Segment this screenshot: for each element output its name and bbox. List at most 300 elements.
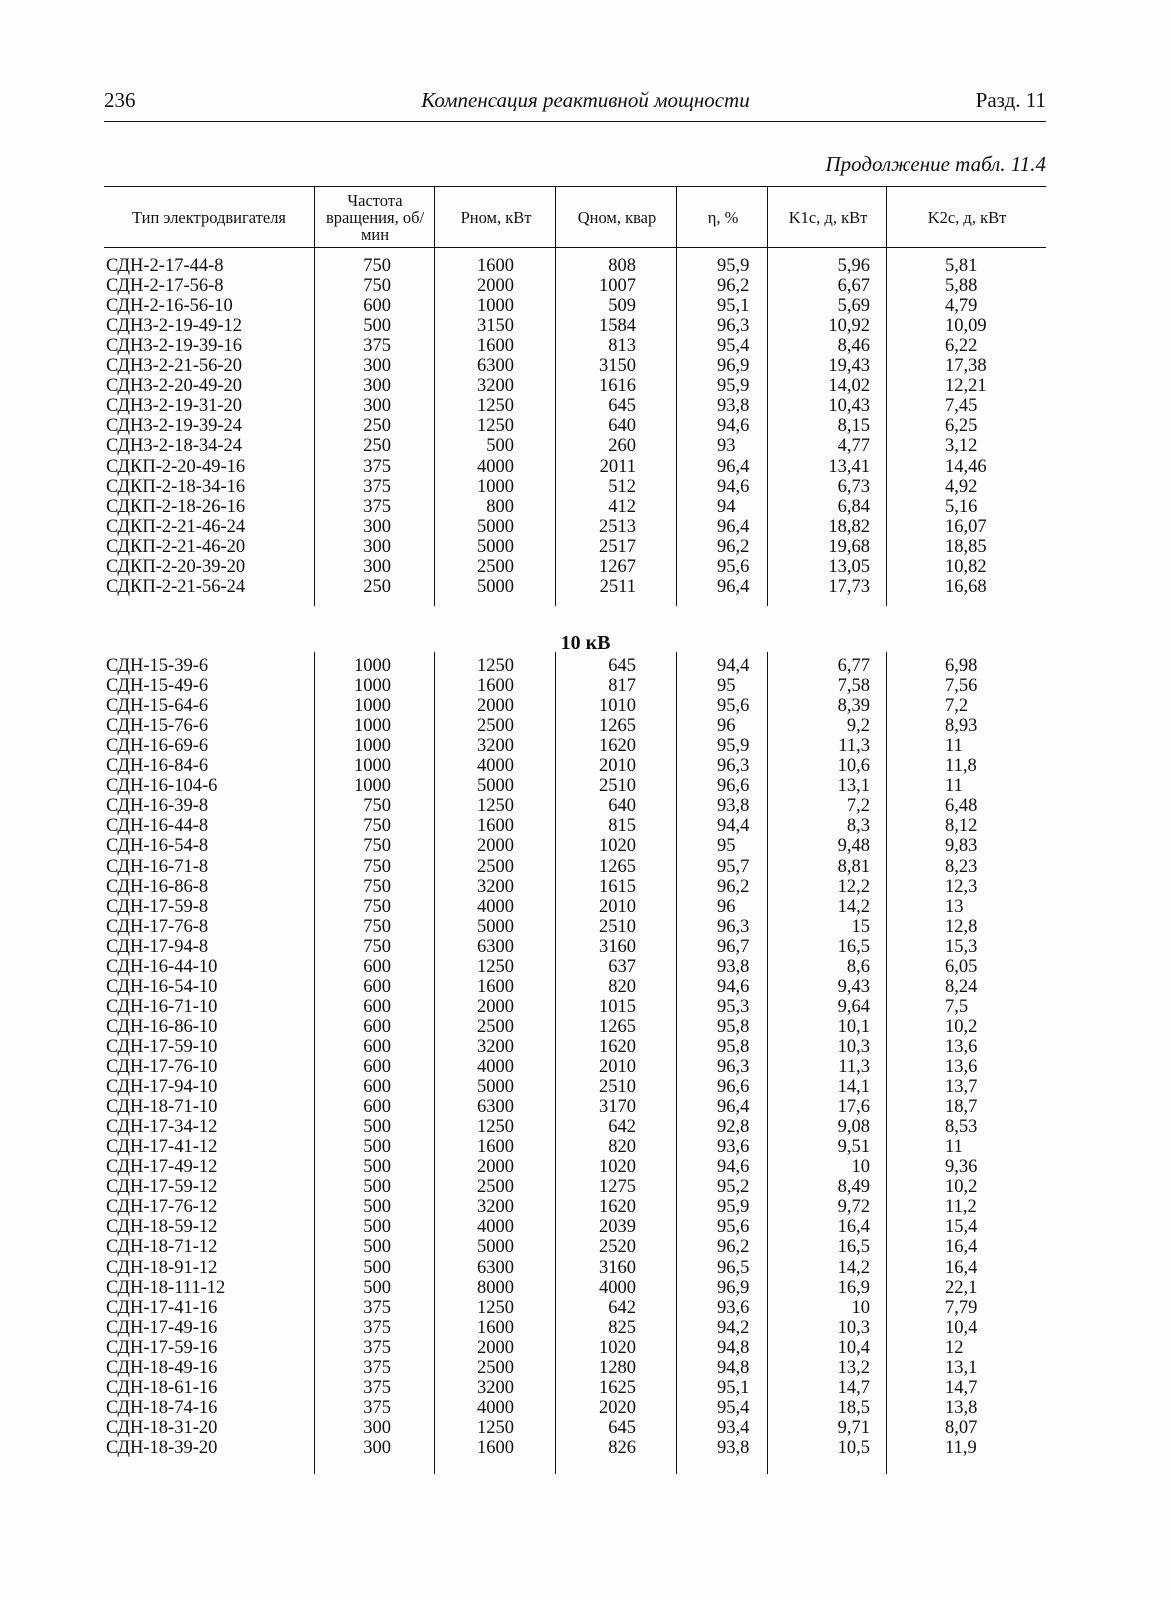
cell-efficiency: 96,4 [717,1097,750,1118]
cell-q-nom: 2520 [599,1237,636,1258]
cell-k1: 10,43 [828,396,870,417]
cell-motor-type: СДН-2-16-56-10 [106,296,233,317]
cell-speed: 250 [363,436,391,457]
cell-k2: 13,8 [945,1397,978,1418]
cell-speed: 300 [363,1437,391,1458]
cell-k1: 7,58 [837,676,870,697]
cell-q-nom: 2510 [599,916,636,937]
cell-q-nom: 1616 [599,376,636,397]
cell-efficiency: 95,9 [717,376,750,397]
col-header-k2-text: K2с, д, кВт [927,208,1007,227]
cell-speed: 600 [363,976,391,997]
col-header-p-nom-text: Pном, кВт [460,208,532,227]
cell-q-nom: 1007 [599,276,636,297]
cell-k1: 9,48 [837,836,870,857]
cell-motor-type: СДН3-2-18-34-24 [106,436,243,457]
cell-speed: 375 [363,1397,391,1418]
cell-speed: 750 [363,916,391,937]
cell-k1: 6,77 [837,656,870,676]
cell-speed: 600 [363,1016,391,1037]
cell-efficiency: 93,6 [717,1297,750,1318]
cell-motor-type: СДН-16-69-6 [106,736,209,757]
table-row [0,937,1171,958]
table-row [0,897,1171,918]
cell-speed: 1000 [354,716,391,737]
table-row [0,557,1171,578]
cell-speed: 750 [363,856,391,877]
cell-k1: 10,6 [837,756,870,777]
cell-motor-type: СДН-18-71-12 [106,1237,218,1258]
cell-efficiency: 94,8 [717,1357,750,1378]
cell-p-nom: 3150 [477,316,514,337]
cell-motor-type: СДН3-2-19-49-12 [106,316,243,337]
cell-k2: 11,2 [945,1197,977,1218]
cell-q-nom: 509 [608,296,636,317]
cell-k1: 14,1 [837,1077,870,1098]
cell-k1: 8,39 [837,696,870,717]
cell-p-nom: 5000 [477,576,514,597]
cell-k2: 14,46 [945,456,987,477]
cell-motor-type: СДН3-2-20-49-20 [106,376,243,397]
col-header-q-nom [557,189,677,246]
table-row [0,1258,1171,1279]
cell-speed: 375 [363,1297,391,1318]
cell-q-nom: 826 [608,1437,636,1458]
cell-q-nom: 1020 [599,1157,636,1178]
cell-k1: 8,3 [846,816,870,837]
cell-p-nom: 1250 [477,1417,514,1438]
cell-q-nom: 3170 [599,1097,636,1118]
cell-k2: 12 [945,1337,964,1358]
cell-efficiency: 94,6 [717,416,750,437]
cell-motor-type: СДКП-2-21-46-20 [106,536,246,557]
cell-motor-type: СДН-17-49-12 [106,1157,218,1178]
cell-motor-type: СДН-18-111-12 [106,1277,226,1298]
cell-k1: 8,81 [837,856,870,877]
cell-motor-type: СДН-17-59-10 [106,1036,218,1057]
cell-k2: 8,24 [945,976,978,997]
cell-efficiency: 94,4 [717,816,750,837]
cell-p-nom: 800 [486,496,514,517]
table-row [0,776,1171,797]
cell-speed: 300 [363,1417,391,1438]
cell-k2: 6,48 [945,796,978,817]
cell-p-nom: 4000 [477,1057,514,1077]
cell-p-nom: 6300 [477,1097,514,1118]
cell-p-nom: 2000 [477,836,514,857]
cell-speed: 300 [363,396,391,417]
cell-k2: 7,2 [945,696,969,717]
cell-k1: 9,51 [837,1137,870,1158]
col-header-k2 [888,189,1046,246]
cell-motor-type: СДН-16-104-6 [106,776,218,797]
table-row [0,877,1171,898]
cell-efficiency: 96,2 [717,1237,750,1258]
table-row [0,497,1171,518]
cell-k2: 8,07 [945,1417,978,1438]
running-title: Компенсация реактивной мощности [421,88,750,112]
cell-k1: 11,3 [838,736,870,757]
cell-speed: 300 [363,516,391,537]
cell-k1: 18,82 [828,516,870,537]
cell-motor-type: СДН-15-39-6 [106,656,209,676]
cell-speed: 250 [363,416,391,437]
cell-q-nom: 2020 [599,1397,636,1418]
cell-q-nom: 642 [608,1297,636,1318]
table-row [0,1197,1171,1218]
cell-q-nom: 2510 [599,776,636,797]
cell-k1: 11,3 [838,1057,870,1077]
cell-efficiency: 96,3 [717,1057,750,1077]
cell-efficiency: 95,6 [717,1217,750,1238]
cell-p-nom: 1000 [477,296,514,317]
col-header-speed: Частота вращения, об/мин [325,191,425,244]
cell-k2: 13,6 [945,1057,978,1077]
cell-k1: 13,1 [837,776,870,797]
header-rule [104,121,1046,122]
cell-k1: 10,4 [837,1337,870,1358]
cell-efficiency: 96,4 [717,516,750,537]
cell-k1: 8,49 [837,1177,870,1198]
cell-p-nom: 2500 [477,556,514,577]
cell-efficiency: 96,3 [717,756,750,777]
cell-efficiency: 95 [717,836,736,857]
cell-p-nom: 1250 [477,1297,514,1318]
cell-k1: 9,08 [837,1117,870,1138]
cell-k2: 3,12 [945,436,978,457]
cell-efficiency: 94,8 [717,1337,750,1358]
cell-q-nom: 1015 [599,996,636,1017]
cell-k2: 6,05 [945,956,978,977]
cell-q-nom: 1584 [599,316,636,337]
cell-motor-type: СДН-16-71-10 [106,996,218,1017]
cell-k1: 14,2 [837,896,870,917]
cell-speed: 500 [363,1217,391,1238]
cell-q-nom: 412 [608,496,636,517]
cell-efficiency: 95,2 [717,1177,750,1198]
cell-speed: 750 [363,896,391,917]
cell-k1: 13,2 [837,1357,870,1378]
cell-k2: 13,1 [945,1357,978,1378]
table-row [0,917,1171,938]
table-row [0,436,1171,457]
cell-k1: 6,73 [837,476,870,497]
cell-motor-type: СДН-16-39-8 [106,796,209,817]
cell-efficiency: 96,6 [717,1077,750,1098]
cell-q-nom: 2511 [599,576,636,597]
cell-efficiency: 96,3 [717,916,750,937]
cell-efficiency: 93,8 [717,396,750,417]
cell-k2: 16,68 [945,576,987,597]
cell-p-nom: 4000 [477,456,514,477]
cell-efficiency: 95,9 [717,1197,750,1218]
cell-k2: 16,4 [945,1237,978,1258]
cell-p-nom: 2000 [477,276,514,297]
cell-efficiency: 93,6 [717,1137,750,1158]
cell-q-nom: 645 [608,396,636,417]
cell-k1: 16,4 [837,1217,870,1238]
table-row [0,1157,1171,1178]
cell-k2: 8,23 [945,856,978,877]
cell-p-nom: 2000 [477,696,514,717]
cell-q-nom: 1625 [599,1377,636,1398]
cell-motor-type: СДН-17-59-16 [106,1337,218,1358]
table-row [0,1057,1171,1078]
table-row [0,1117,1171,1138]
cell-efficiency: 95,4 [717,1397,750,1418]
table-row [0,276,1171,297]
cell-p-nom: 3200 [477,876,514,897]
cell-motor-type: СДН-17-94-8 [106,936,209,957]
table-row [0,1177,1171,1198]
cell-efficiency: 95,9 [717,256,750,276]
cell-motor-type: СДН-18-31-20 [106,1417,218,1438]
cell-k1: 17,73 [828,576,870,597]
cell-speed: 500 [363,1117,391,1138]
cell-k2: 15,4 [945,1217,978,1238]
cell-motor-type: СДН3-2-19-31-20 [106,396,243,417]
cell-q-nom: 2010 [599,1057,636,1077]
cell-q-nom: 813 [608,336,636,357]
table-row [0,356,1171,377]
cell-k2: 4,79 [945,296,978,317]
cell-k2: 11 [945,776,963,797]
cell-p-nom: 1600 [477,976,514,997]
cell-speed: 300 [363,356,391,377]
table-row [0,1398,1171,1419]
cell-motor-type: СДН-17-41-12 [106,1137,218,1158]
cell-motor-type: СДКП-2-20-49-16 [106,456,246,477]
cell-efficiency: 95,9 [717,736,750,757]
cell-motor-type: СДН-17-49-16 [106,1317,218,1338]
cell-motor-type: СДН-18-49-16 [106,1357,218,1378]
cell-efficiency: 93,8 [717,1437,750,1458]
cell-q-nom: 512 [608,476,636,497]
cell-p-nom: 500 [486,436,514,457]
cell-k2: 9,36 [945,1157,978,1178]
cell-k1: 13,41 [828,456,870,477]
cell-q-nom: 637 [608,956,636,977]
cell-motor-type: СДН-18-91-12 [106,1257,218,1278]
table-row [0,1037,1171,1058]
cell-efficiency: 94,6 [717,1157,750,1178]
col-header-type: Тип электродвигателя [131,208,287,227]
cell-q-nom: 1275 [599,1177,636,1198]
cell-p-nom: 1600 [477,256,514,276]
table-row [0,816,1171,837]
cell-p-nom: 2500 [477,1177,514,1198]
cell-speed: 300 [363,376,391,397]
cell-p-nom: 1250 [477,796,514,817]
cell-k1: 16,5 [837,936,870,957]
cell-k1: 19,43 [828,356,870,377]
cell-p-nom: 6300 [477,1257,514,1278]
cell-q-nom: 640 [608,796,636,817]
cell-k1: 10,1 [837,1016,870,1037]
cell-speed: 250 [363,576,391,597]
cell-speed: 500 [363,1277,391,1298]
cell-k1: 10 [851,1297,870,1318]
cell-motor-type: СДН-18-59-12 [106,1217,218,1238]
cell-q-nom: 2039 [599,1217,636,1238]
cell-efficiency: 94,2 [717,1317,750,1338]
cell-q-nom: 1280 [599,1357,636,1378]
table-row [0,796,1171,817]
cell-speed: 750 [363,876,391,897]
cell-q-nom: 645 [608,656,636,676]
cell-p-nom: 1000 [477,476,514,497]
cell-efficiency: 93,8 [717,796,750,817]
cell-k2: 12,21 [945,376,987,397]
cell-k1: 10,5 [837,1437,870,1458]
cell-q-nom: 2510 [599,1077,636,1098]
cell-p-nom: 4000 [477,1217,514,1238]
cell-k1: 6,67 [837,276,870,297]
cell-p-nom: 6300 [477,936,514,957]
cell-p-nom: 5000 [477,1077,514,1098]
cell-q-nom: 2517 [599,536,636,557]
table-row [0,957,1171,978]
table-row [0,1217,1171,1238]
table-row [0,1318,1171,1339]
cell-motor-type: СДН-16-54-8 [106,836,209,857]
cell-k2: 12,3 [945,876,978,897]
cell-p-nom: 1600 [477,1137,514,1158]
table-row [0,477,1171,498]
cell-k1: 8,46 [837,336,870,357]
cell-motor-type: СДН-16-44-10 [106,956,218,977]
cell-k1: 5,96 [837,256,870,276]
cell-p-nom: 1600 [477,336,514,357]
cell-motor-type: СДН3-2-21-56-20 [106,356,243,377]
cell-p-nom: 1250 [477,956,514,977]
cell-motor-type: СДН3-2-19-39-16 [106,336,243,357]
cell-efficiency: 95,6 [717,696,750,717]
cell-k2: 5,88 [945,276,978,297]
cell-speed: 300 [363,556,391,577]
cell-k1: 12,2 [837,876,870,897]
cell-q-nom: 2513 [599,516,636,537]
cell-speed: 600 [363,296,391,317]
cell-p-nom: 1250 [477,416,514,437]
cell-q-nom: 1267 [599,556,636,577]
cell-q-nom: 3160 [599,936,636,957]
cell-motor-type: СДН-2-17-56-8 [106,276,224,297]
cell-k2: 11,8 [945,756,977,777]
cell-p-nom: 3200 [477,1036,514,1057]
cell-k1: 18,5 [837,1397,870,1418]
cell-k1: 14,02 [828,376,870,397]
cell-k2: 8,53 [945,1117,978,1138]
cell-speed: 375 [363,1377,391,1398]
cell-p-nom: 4000 [477,756,514,777]
cell-efficiency: 96,6 [717,776,750,797]
table-row [0,696,1171,717]
table-row [0,416,1171,437]
table-header-rule [104,247,1046,248]
cell-efficiency: 93,8 [717,956,750,977]
col-header-k1-text: K1с, д, кВт [788,208,868,227]
cell-speed: 750 [363,276,391,297]
cell-p-nom: 5000 [477,916,514,937]
cell-k1: 9,2 [846,716,870,737]
cell-p-nom: 1600 [477,816,514,837]
cell-k2: 4,92 [945,476,978,497]
cell-k1: 5,69 [837,296,870,317]
cell-k1: 6,84 [837,496,870,517]
cell-k1: 15 [851,916,870,937]
cell-speed: 375 [363,456,391,477]
cell-speed: 375 [363,1337,391,1358]
cell-k2: 9,83 [945,836,978,857]
cell-speed: 500 [363,316,391,337]
cell-speed: 300 [363,536,391,557]
table-row [0,656,1171,677]
cell-speed: 750 [363,836,391,857]
cell-speed: 375 [363,1357,391,1378]
cell-q-nom: 1620 [599,1036,636,1057]
table-row [0,517,1171,538]
cell-k2: 13 [945,896,964,917]
table-row [0,836,1171,857]
cell-motor-type: СДН-17-34-12 [106,1117,218,1138]
cell-motor-type: СДН-16-86-10 [106,1016,218,1037]
cell-speed: 750 [363,256,391,276]
cell-q-nom: 1010 [599,696,636,717]
table-row [0,676,1171,697]
cell-speed: 1000 [354,696,391,717]
cell-k2: 7,56 [945,676,978,697]
cell-efficiency: 93,4 [717,1417,750,1438]
cell-q-nom: 808 [608,256,636,276]
cell-efficiency: 96,3 [717,316,750,337]
cell-p-nom: 3200 [477,1197,514,1218]
cell-q-nom: 820 [608,1137,636,1158]
cell-k1: 10,3 [837,1036,870,1057]
cell-k2: 10,4 [945,1317,978,1338]
cell-motor-type: СДН-16-44-8 [106,816,209,837]
cell-k2: 13,6 [945,1036,978,1057]
cell-p-nom: 5000 [477,516,514,537]
cell-k2: 16,07 [945,516,987,537]
cell-p-nom: 2000 [477,996,514,1017]
cell-efficiency: 94,6 [717,476,750,497]
cell-motor-type: СДН-18-71-10 [106,1097,218,1118]
cell-speed: 1000 [354,756,391,777]
cell-motor-type: СДН-18-39-20 [106,1437,218,1458]
cell-k2: 6,98 [945,656,978,676]
cell-efficiency: 95,6 [717,556,750,577]
table-row [0,376,1171,397]
cell-p-nom: 8000 [477,1277,514,1298]
table-row [0,977,1171,998]
table-row [0,736,1171,757]
cell-k1: 9,71 [837,1417,870,1438]
table-top-rule [104,186,1046,187]
cell-motor-type: СДН-16-71-8 [106,856,209,877]
cell-p-nom: 1600 [477,1317,514,1338]
cell-efficiency: 96,4 [717,576,750,597]
cell-p-nom: 2500 [477,1357,514,1378]
table-caption: Продолжение табл. 11.4 [825,152,1046,176]
cell-p-nom: 2500 [477,716,514,737]
cell-speed: 375 [363,496,391,517]
cell-p-nom: 1250 [477,656,514,676]
cell-k2: 22,1 [945,1277,978,1298]
cell-speed: 1000 [354,776,391,797]
cell-speed: 500 [363,1197,391,1218]
cell-q-nom: 640 [608,416,636,437]
